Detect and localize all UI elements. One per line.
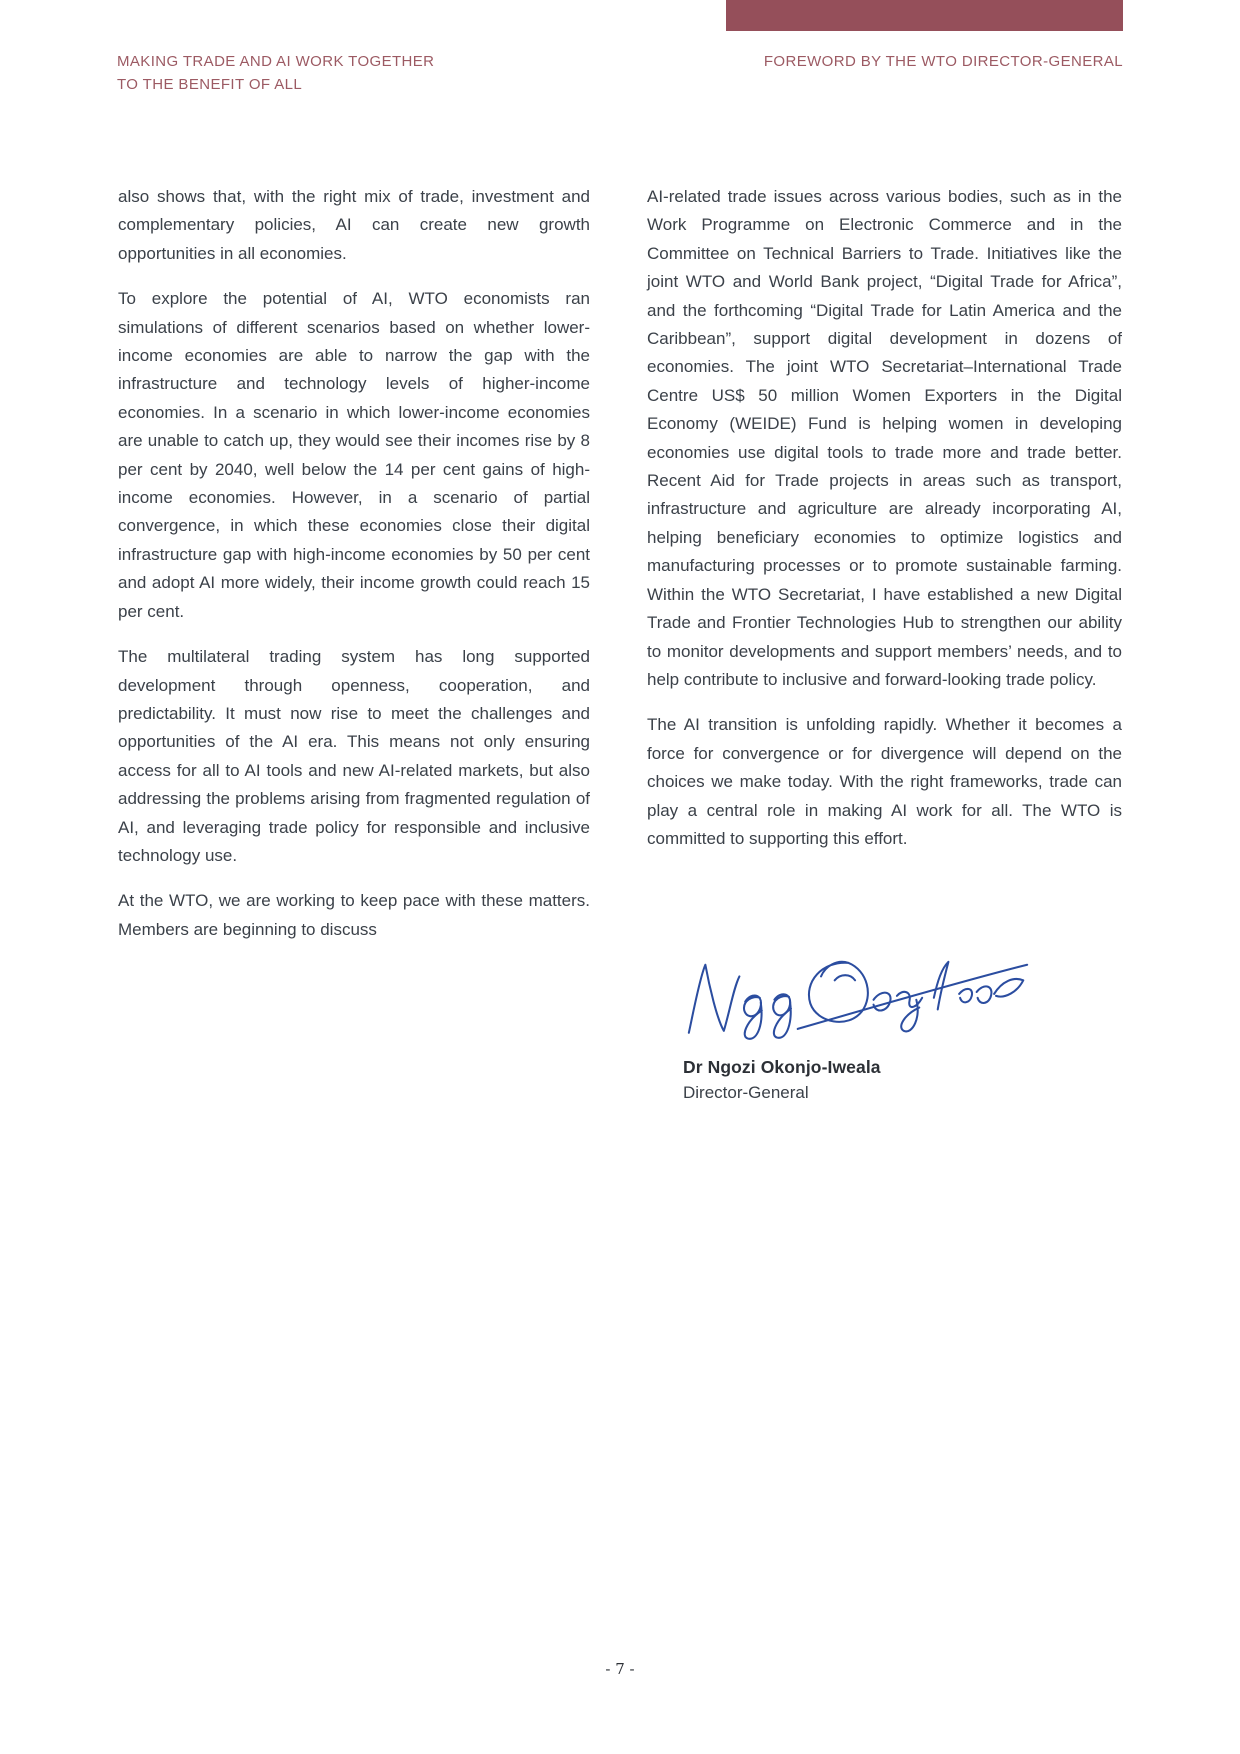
paragraph: At the WTO, we are working to keep pace with these matters. Members are beginning to discuss xyxy=(118,891,590,939)
section-title: FOREWORD BY THE WTO DIRECTOR-GENERAL xyxy=(763,53,1123,70)
paragraph: The multilateral trading system has long supported development through openness, cooperation, and predictability. It must now rise to meet the challenges and opportunities of the AI era. This means not only ensuring access for all to AI tools and new AI-related markets, but also addressing the problems arising from fragmented regulation of AI, and leveraging trade policy for responsible and inclusive technology use. xyxy=(118,647,590,865)
paragraph: also shows that, with the right mix of trade, investment and complementary policies, AI can create new growth opportunities in all economies. xyxy=(118,187,590,263)
running-title xyxy=(117,50,434,96)
signatory-name: Dr Ngozi Okonjo-Iweala xyxy=(683,1057,881,1078)
signature-block xyxy=(647,937,1122,1103)
page-footer xyxy=(0,1660,1240,1678)
body-content xyxy=(118,183,1123,1103)
paragraph: AI-related trade issues across various bodies, such as in the Work Programme on Electronic Commerce and in the Committee on Technical Barriers to Trade. Initiatives like the joint WTO and World Bank project, “Digital Trade for Africa”, and the forthcoming “Digital Trade for Latin America and the Caribbean”, support digital development in dozens of economies. The joint WTO Secretariat–International Trade Centre US$ 50 million Women Exporters in the Digital Economy (WEIDE) Fund is helping women in developing economies use digital tools to trade more and trade better. Recent Aid for Trade projects in areas such as transport, infrastructure and agriculture are already incorporating AI, helping beneficiary economies to optimize logistics and manufacturing processes or to promote sustainable farming. Within the WTO Secretariat, I have established a new Digital Trade and Frontier Technologies Hub to strengthen our ability to monitor developments and support members’ needs, and to help contribute to inclusive and forward-looking trade policy. xyxy=(647,187,1122,689)
signature-image xyxy=(683,937,1033,1045)
paragraph: The AI transition is unfolding rapidly. Whether it becomes a force for convergence or for divergence will depend on the choices we make today. With the right frameworks, trade can play a central role in making AI work for all. The WTO is committed to supporting this effort. xyxy=(647,715,1122,848)
left-column xyxy=(118,183,590,1103)
right-column xyxy=(647,183,1122,1103)
page-header xyxy=(117,50,1123,96)
running-title-line1: MAKING TRADE AND AI WORK TOGETHER xyxy=(117,53,435,70)
accent-bar xyxy=(726,0,1123,31)
signatory-title: Director-General xyxy=(683,1083,809,1103)
paragraph: To explore the potential of AI, WTO economists ran simulations of different scenarios based on whether lower-income economies are able to narrow the gap with the infrastructure and technology levels of higher-income economies. In a scenario in which lower-income economies are unable to catch up, they would see their incomes rise by 8 per cent by 2040, well below the 14 per cent gains of high-income economies. However, in a scenario of partial convergence, in which these economies close their digital infrastructure gap with high-income economies by 50 per cent and adopt AI more widely, their income growth could reach 15 per cent. xyxy=(118,289,590,621)
running-title-line2: TO THE BENEFIT OF ALL xyxy=(117,76,303,93)
page-number: - 7 - xyxy=(605,1660,635,1678)
